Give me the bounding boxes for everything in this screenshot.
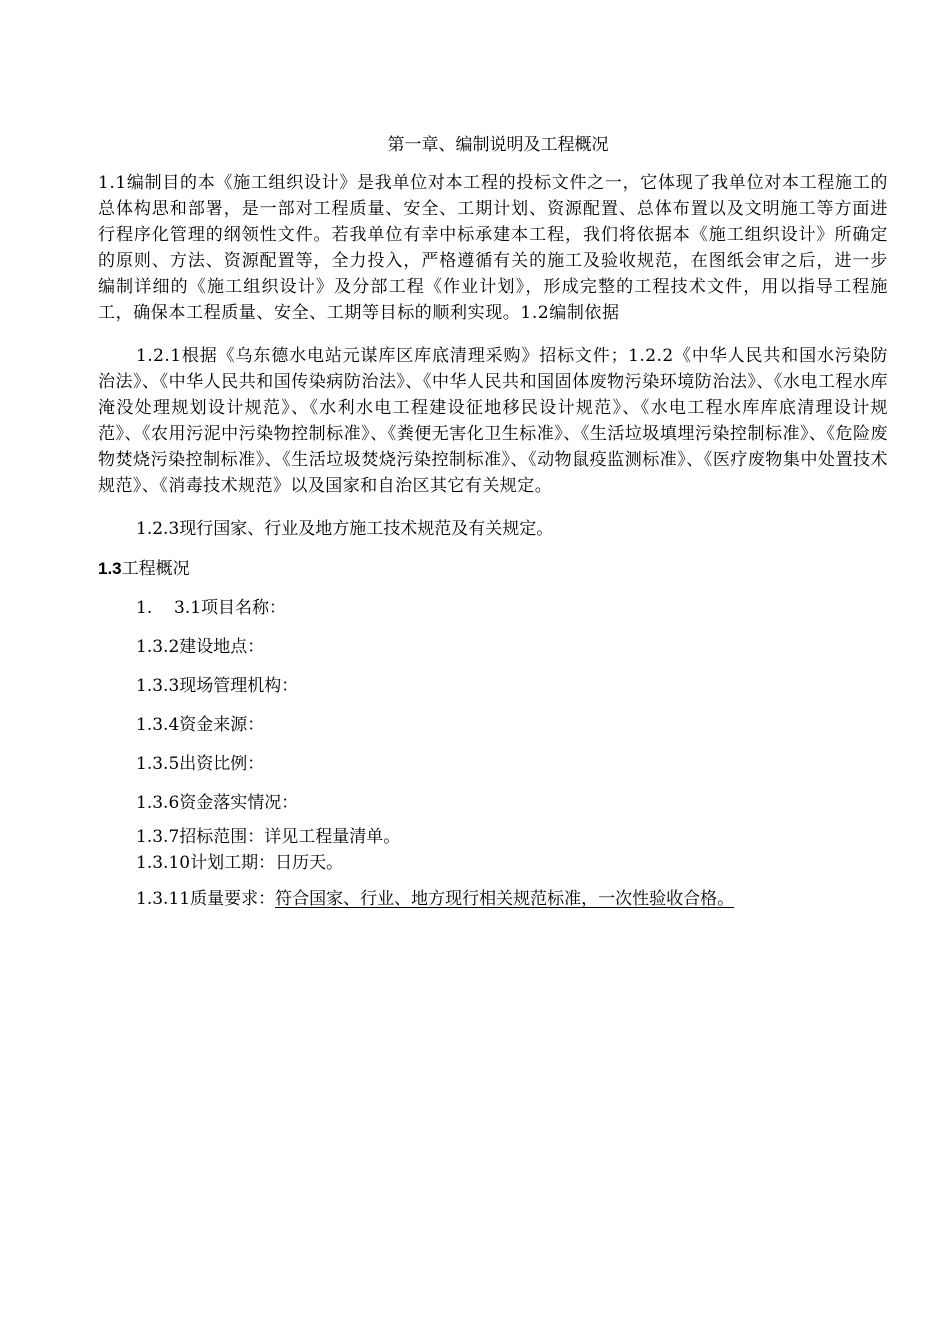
item-management: 1.3.3现场管理机构： <box>136 676 299 696</box>
item-investment-ratio: 1.3.5出资比例： <box>136 754 265 774</box>
section-label: 工程概况 <box>121 559 190 579</box>
item-fund-source: 1.3.4资金来源： <box>136 715 265 735</box>
paragraph-standards: 1.2.3现行国家、行业及地方施工技术规范及有关规定。 <box>136 519 554 539</box>
item-project-name <box>136 595 286 621</box>
chapter-title: 第一章、编制说明及工程概况 <box>387 135 609 155</box>
item-quality-value: 符合国家、行业、地方现行相关规范标准，一次性验收合格。 <box>275 889 735 909</box>
section-heading-overview <box>98 556 190 582</box>
item-schedule: 1.3.10计划工期：日历天。 <box>136 853 344 873</box>
item-bid-scope: 1.3.7招标范围：详见工程量清单。 <box>136 827 401 847</box>
item-fund-status: 1.3.6资金落实情况： <box>136 793 299 813</box>
paragraph-purpose: 1.1编制目的本《施工组织设计》是我单位对本工程的投标文件之一，它体现了我单位对本工程施工的总体构思和部署，是一部对工程质量、安全、工期计划、资源配置、总体布置以及文明施工等方面进行程序化管理的纲领性文件。若我单位有幸中标承建本工程，我们将依据本《施工组织设计》所确定的原则、方法、资源配置等，全力投入，严格遵循有关的施工及验收规范，在图纸会审之后，进一步编制详细的《施工组织设计》及分部工程《作业计划》，形成完整的工程技术文件，用以指导工程施工，确保本工程质量、安全、工期等目标的顺利实现。1.2编制依据 <box>98 173 888 323</box>
item-label: 3.1项目名称： <box>174 598 287 618</box>
item-quality <box>136 886 734 912</box>
item-location: 1.3.2建设地点： <box>136 637 265 657</box>
paragraph-basis: 1.2.1根据《乌东德水电站元谋库区库底清理采购》招标文件；1.2.2《中华人民共和国水污染防治法》、《中华人民共和国传染病防治法》、《中华人民共和国固体废物污染环境防治法》、《水电工程水库淹没处理规划设计规范》、《水利水电工程建设征地移民设计规范》、《水电工程水库库底清理设计规范》、《农用污泥中污染物控制标准》、《粪便无害化卫生标准》、《生活垃圾填埋污染控制标准》、《危险废物焚烧污染控制标准》、《生活垃圾焚烧污染控制标准》、《动物鼠疫监测标准》、《医疗废物集中处置技术规范》、《消毒技术规范》以及国家和自治区其它有关规定。 <box>98 346 888 496</box>
item-quality-label: 1.3.11质量要求： <box>136 889 276 909</box>
section-number: 1.3 <box>98 559 122 578</box>
list-marker: 1. <box>136 598 153 618</box>
